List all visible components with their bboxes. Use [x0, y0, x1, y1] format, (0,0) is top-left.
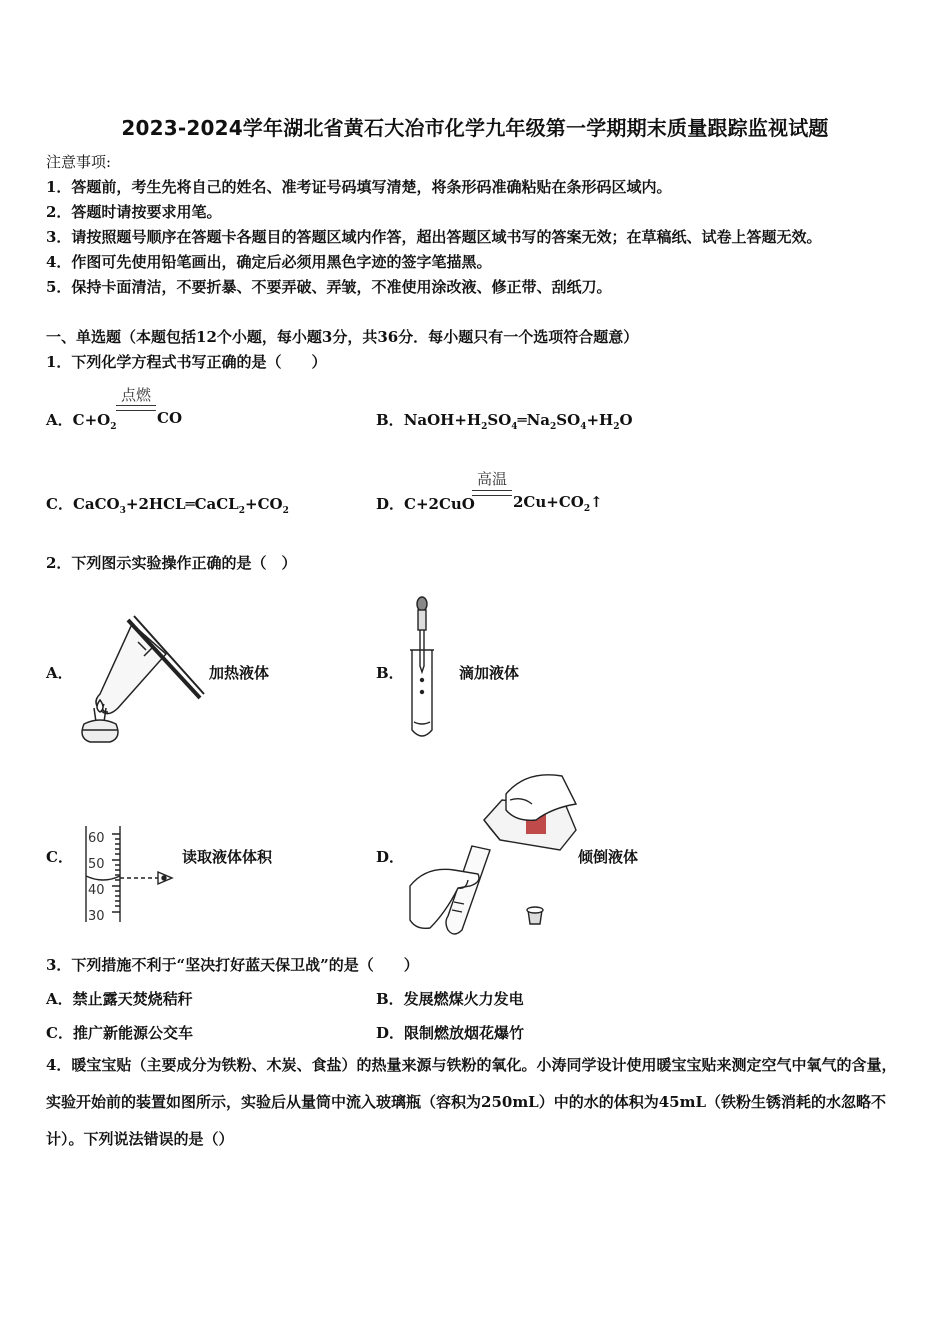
q1-option-a[interactable] — [46, 409, 116, 432]
formula-text: ═Na — [517, 411, 551, 429]
q2-option-d[interactable]: D． — [376, 848, 405, 866]
q2-option-c[interactable]: C． — [46, 848, 73, 866]
product-text — [513, 493, 603, 514]
formula-text: C+O — [72, 411, 111, 429]
notice-item-3: 3．请按照题号顺序在答题卡各题目的答题区域内作答，超出答题区域书写的答案无效；在草稿纸、试卷上答题无效。 — [46, 228, 822, 246]
formula-text: C+2CuO — [404, 495, 475, 513]
notice-item-2: 2．答题时请按要求用笔。 — [46, 203, 222, 221]
subscript: 3 — [119, 506, 126, 516]
q3-option-a[interactable]: A．禁止露天焚烧秸秆 — [46, 990, 193, 1008]
q3-option-c[interactable]: C．推广新能源公交车 — [46, 1024, 193, 1042]
q2-b-caption: 滴加液体 — [459, 664, 520, 682]
notice-item-1: 1．答题前，考生先将自己的姓名、准考证号码填写清楚，将条形码准确粘贴在条形码区域内。 — [46, 178, 672, 196]
q3-option-b[interactable]: B．发展燃煤火力发电 — [376, 990, 524, 1008]
formula-text: SO — [556, 411, 581, 429]
q2-stem: 2．下列图示实验操作正确的是（ ） — [46, 554, 297, 572]
heating-liquid-illustration — [74, 612, 208, 746]
subscript: 2 — [613, 422, 620, 432]
option-label: A． — [46, 411, 73, 429]
gas-arrow: ↑ — [590, 493, 603, 511]
scale-tick: 30 — [88, 909, 105, 924]
subscript: 2 — [282, 506, 289, 516]
page-title: 2023-2024学年湖北省黄石大冶市化学九年级第一学期期末质量跟踪监视试题 — [121, 116, 829, 140]
notice-item-4: 4．作图可先使用铅笔画出，确定后必须用黑色字迹的签字笔描黑。 — [46, 253, 492, 271]
formula-text: 2Cu+CO — [513, 493, 584, 511]
subscript: 2 — [238, 506, 245, 516]
subscript: 2 — [550, 422, 557, 432]
q1-stem: 1．下列化学方程式书写正确的是（ ） — [46, 353, 327, 371]
q2-option-a[interactable]: A． — [46, 664, 73, 682]
option-label: B． — [376, 411, 404, 429]
scale-tick: 50 — [88, 857, 105, 872]
reaction-condition: 点燃 — [120, 386, 151, 404]
subscript: 2 — [110, 422, 117, 432]
product-text: CO — [157, 409, 183, 427]
pouring-liquid-illustration — [406, 770, 576, 938]
q1-option-b[interactable] — [376, 409, 633, 432]
subscript: 4 — [511, 422, 518, 432]
q2-a-caption: 加热液体 — [209, 664, 270, 682]
dropping-liquid-illustration — [404, 596, 444, 744]
q1-option-d[interactable] — [376, 493, 475, 514]
q1-option-c[interactable] — [46, 493, 289, 516]
notice-item-5: 5．保持卡面清洁，不要折暴、不要弄破、弄皱，不准使用涂改液、修正带、刮纸刀。 — [46, 278, 612, 296]
formula-text: +2HCL═CaCL — [125, 495, 239, 513]
scale-tick: 40 — [88, 883, 105, 898]
q2-option-b[interactable]: B． — [376, 664, 404, 682]
equals-bar — [472, 490, 512, 496]
formula-text: +H — [586, 411, 614, 429]
formula-text: NaOH+H — [403, 411, 482, 429]
cylinder-scale — [88, 826, 105, 930]
option-label: C． — [46, 495, 73, 513]
q3-stem: 3．下列措施不利于“坚决打好蓝天保卫战”的是（ ） — [46, 956, 419, 974]
formula-text: O — [619, 411, 633, 429]
q2-c-caption: 读取液体体积 — [182, 848, 273, 866]
scale-tick: 60 — [88, 831, 105, 846]
subscript: 4 — [580, 422, 587, 432]
option-label: D． — [376, 495, 405, 513]
formula-text: +CO — [245, 495, 283, 513]
section-heading: 一、单选题（本题包括12个小题，每小题3分，共36分．每小题只有一个选项符合题意） — [46, 328, 639, 346]
equals-bar — [116, 405, 156, 411]
q3-option-d[interactable]: D．限制燃放烟花爆竹 — [376, 1024, 525, 1042]
reaction-condition: 高温 — [476, 470, 507, 488]
formula-text: CaCO — [72, 495, 120, 513]
subscript: 2 — [583, 504, 591, 514]
q2-d-caption: 倾倒液体 — [578, 848, 639, 866]
subscript: 2 — [481, 422, 488, 432]
formula-text: SO — [487, 411, 512, 429]
notice-heading: 注意事项: — [46, 153, 112, 171]
q4-stem: 4．暖宝宝贴（主要成分为铁粉、木炭、食盐）的热量来源与铁粉的氧化。小涛同学设计使用暖宝宝贴来测定空气中氧气的含量，实验开始前的装置如图所示，实验后从量筒中流入玻璃瓶（容积为250mL）中的水的体积为45mL（铁粉生锈消耗的水忽略不计）。下列说法错误的是（） — [46, 1056, 897, 1148]
